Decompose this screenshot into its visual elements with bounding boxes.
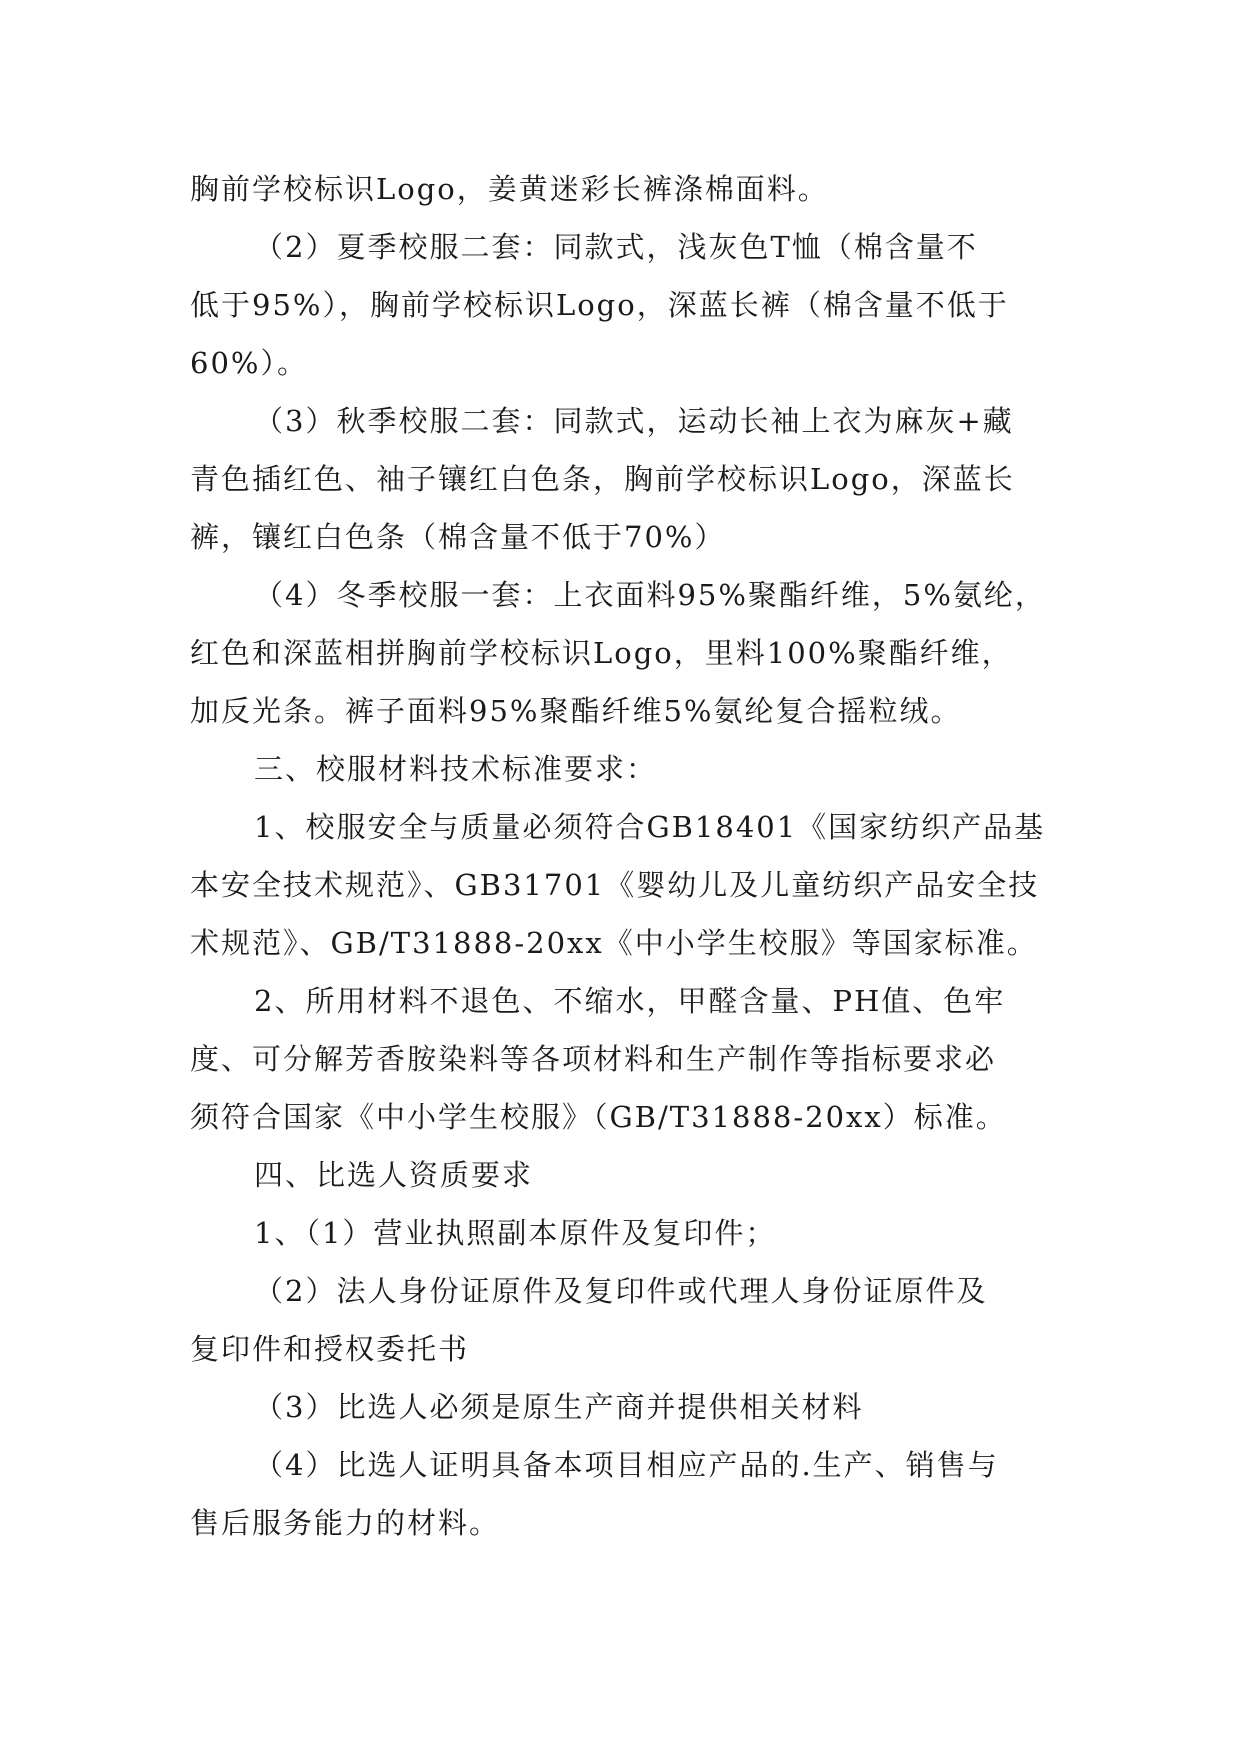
text-line: 胸前学校标识Logo，姜黄迷彩长裤涤棉面料。 xyxy=(190,172,829,206)
text-line: （4）冬季校服一套：上衣面料95%聚酯纤维，5%氨纶， xyxy=(254,578,1046,612)
text-line: 售后服务能力的材料。 xyxy=(190,1506,501,1540)
text-line: 裤，镶红白色条（棉含量不低于70%） xyxy=(190,520,726,554)
text-line: （2）夏季校服二套：同款式，浅灰色T恤（棉含量不 xyxy=(254,230,978,264)
text-line: 度、可分解芳香胺染料等各项材料和生产制作等指标要求必 xyxy=(190,1042,997,1076)
text-line: （2）法人身份证原件及复印件或代理人身份证原件及 xyxy=(254,1274,988,1308)
text-line: 红色和深蓝相拼胸前学校标识Logo，里料100%聚酯纤维， xyxy=(190,636,1013,670)
text-line: （3）比选人必须是原生产商并提供相关材料 xyxy=(254,1390,864,1424)
text-line: 2、所用材料不退色、不缩水，甲醛含量、PH值、色牢 xyxy=(254,984,1006,1018)
text-line: 术规范》、GB/T31888-20xx《中小学生校服》等国家标准。 xyxy=(190,926,1038,960)
section-heading: 四、比选人资质要求 xyxy=(254,1158,534,1192)
text-line: 60%）。 xyxy=(190,346,308,380)
text-line: 加反光条。裤子面料95%聚酯纤维5%氨纶复合摇粒绒。 xyxy=(190,694,962,728)
text-line: 本安全技术规范》、GB31701《婴幼儿及儿童纺织产品安全技 xyxy=(190,868,1040,902)
text-line: 低于95%），胸前学校标识Logo，深蓝长裤（棉含量不低于 xyxy=(190,288,1009,322)
document-body xyxy=(190,160,1050,1552)
text-line: 1、校服安全与质量必须符合GB18401《国家纺织产品基 xyxy=(254,810,1046,844)
text-line: 青色插红色、袖子镶红白色条，胸前学校标识Logo，深蓝长 xyxy=(190,462,1015,496)
text-line: 复印件和授权委托书 xyxy=(190,1332,470,1366)
text-line: （4）比选人证明具备本项目相应产品的.生产、销售与 xyxy=(254,1448,999,1482)
text-line: 须符合国家《中小学生校服》（GB/T31888-20xx）标准。 xyxy=(190,1100,1007,1134)
text-line: 1、（1）营业执照副本原件及复印件； xyxy=(254,1216,777,1250)
section-heading: 三、校服材料技术标准要求： xyxy=(254,752,658,786)
text-line: （3）秋季校服二套：同款式，运动长袖上衣为麻灰+藏 xyxy=(254,404,1014,438)
